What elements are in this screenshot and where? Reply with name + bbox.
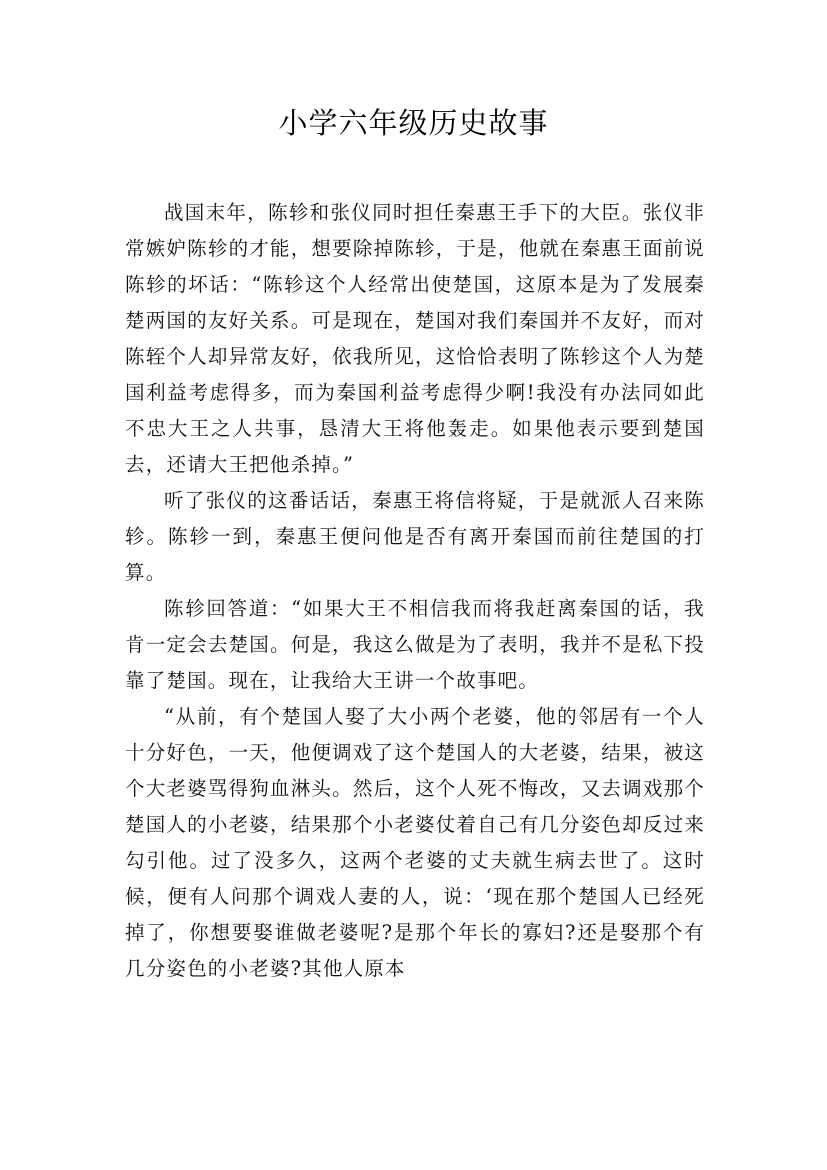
paragraph-2: 听了张仪的这番话话，秦惠王将信将疑，于是就派人召来陈轸。陈轸一到，秦惠王便问他是否有离开秦国而前往楚国的打算。 <box>125 489 705 584</box>
paragraph-3: 陈轸回答道：“如果大王不相信我而将我赶离秦国的话，我肯一定会去楚国。何是，我这么做是为了表明，我并不是私下投靠了楚国。现在，让我给大王讲一个故事吧。 <box>125 597 705 692</box>
paragraph-1: 战国末年，陈轸和张仪同时担任秦惠王手下的大臣。张仪非常嫉妒陈轸的才能，想要除掉陈轸，于是，他就在秦惠王面前说陈轸的坏话：“陈轸这个人经常出使楚国，这原本是为了发展秦楚两国的友好关系。可是现在，楚国对我们秦国并不友好，而对陈轾个人却异常友好，依我所见，这恰恰表明了陈轸这个人为楚国利益考虑得多，而为秦国利益考虑得少啊!我没有办法同如此不忠大王之人共事，恳清大王将他轰走。如果他表示要到楚国去，还请大王把他杀掉。” <box>125 201 705 476</box>
document-body <box>125 195 705 987</box>
paragraph-4: “从前，有个楚国人娶了大小两个老婆，他的邻居有一个人十分好色，一天，他便调戏了这个楚国人的大老婆，结果，被这个大老婆骂得狗血淋头。然后，这个人死不悔改，又去调戏那个楚国人的小老婆，结果那个小老婆仗着自己有几分姿色却反过来勾引他。过了没多久，这两个老婆的丈夫就生病去世了。这时候，便有人问那个调戏人妻的人，说：‘现在那个楚国人已经死掉了，你想要娶谁做老婆呢?是那个年长的寡妇?还是娶那个有几分姿色的小老婆?其他人原本 <box>125 705 705 980</box>
document-title: 小学六年级历史故事 <box>278 106 549 140</box>
